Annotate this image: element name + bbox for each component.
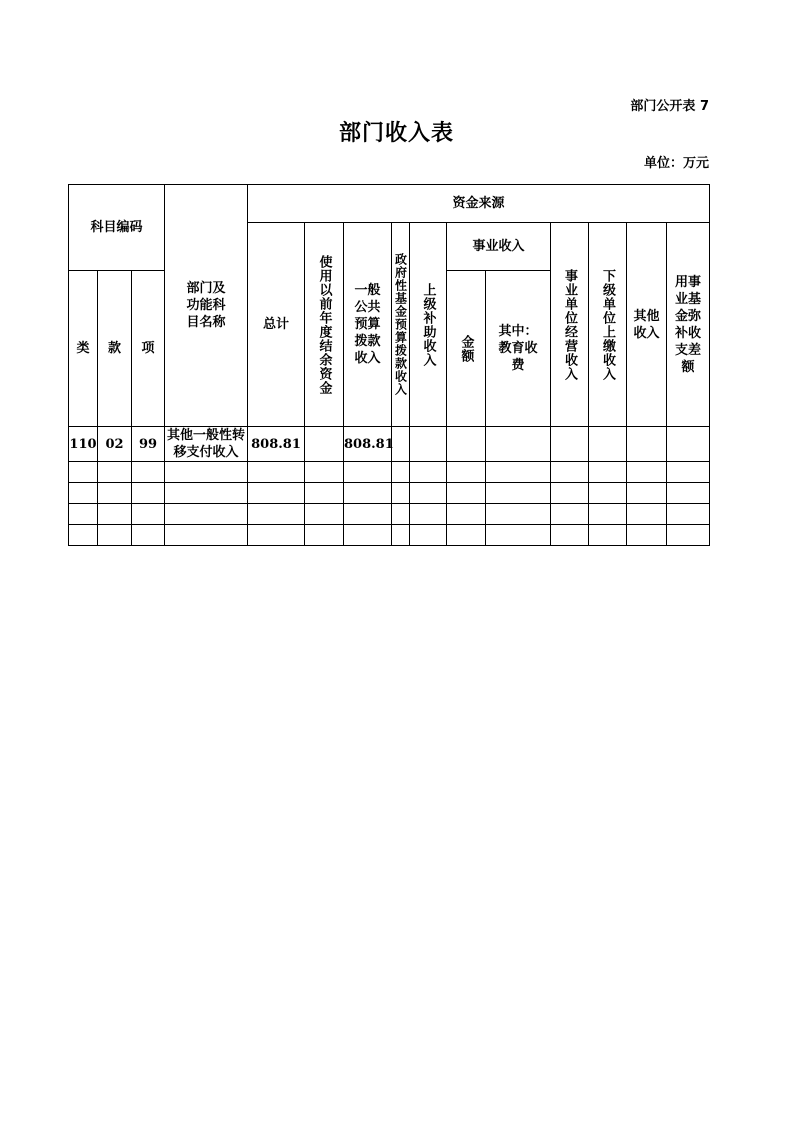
- cell-operating: [551, 427, 589, 462]
- cell-subordinate: [589, 427, 627, 462]
- cell-other: [627, 462, 667, 483]
- cell-prior-balance: [305, 525, 344, 546]
- cell-education-fee: [486, 504, 551, 525]
- cell-name: [165, 525, 248, 546]
- cell-gov-fund: [392, 504, 410, 525]
- header-total: 总计: [248, 223, 305, 427]
- cell-gov-fund: [392, 462, 410, 483]
- cell-item: [132, 483, 165, 504]
- cell-education-fee: [486, 462, 551, 483]
- cell-subsidy: [410, 504, 447, 525]
- cell-subordinate: [589, 525, 627, 546]
- cell-item: 99: [132, 427, 165, 462]
- cell-class: [69, 483, 98, 504]
- cell-amount: [447, 427, 486, 462]
- cell-education-fee: [486, 525, 551, 546]
- cell-name: [165, 504, 248, 525]
- cell-fund-supplement: [667, 483, 710, 504]
- page-title: 部门收入表: [338, 121, 454, 146]
- cell-education-fee: [486, 427, 551, 462]
- header-general-budget: 一般公共预算拨款收入: [344, 223, 392, 427]
- cell-name: 其他一般性转移支付收入: [165, 427, 248, 462]
- cell-total: 808.81: [248, 427, 305, 462]
- cell-class: 110: [69, 427, 98, 462]
- header-prior-balance: 使用以前年度结余资金: [305, 223, 344, 427]
- header-dept-name: 部门及功能科目名称: [165, 185, 248, 427]
- cell-other: [627, 483, 667, 504]
- cell-section: [98, 483, 132, 504]
- header-fund-supplement: 用事业基金弥补收支差额: [667, 223, 710, 427]
- cell-class: [69, 525, 98, 546]
- table-row: [69, 525, 710, 546]
- header-other: 其他收入: [627, 223, 667, 427]
- header-business-income: 事业收入: [447, 223, 551, 271]
- header-subordinate: 下级单位上缴收入: [589, 223, 627, 427]
- cell-fund-supplement: [667, 462, 710, 483]
- header-section: 款: [98, 271, 132, 427]
- cell-section: [98, 525, 132, 546]
- header-subsidy: 上级补助收入: [410, 223, 447, 427]
- header-gov-fund: 政府性基金预算拨款收入: [392, 223, 410, 427]
- cell-name: [165, 483, 248, 504]
- cell-general-budget: [344, 462, 392, 483]
- cell-subordinate: [589, 504, 627, 525]
- header-item: 项: [132, 271, 165, 427]
- cell-operating: [551, 462, 589, 483]
- cell-amount: [447, 462, 486, 483]
- cell-amount: [447, 483, 486, 504]
- cell-gov-fund: [392, 525, 410, 546]
- header-operating: 事业单位经营收入: [551, 223, 589, 427]
- cell-other: [627, 427, 667, 462]
- cell-item: [132, 462, 165, 483]
- cell-other: [627, 525, 667, 546]
- cell-general-budget: [344, 504, 392, 525]
- cell-subsidy: [410, 462, 447, 483]
- cell-gov-fund: [392, 427, 410, 462]
- cell-subsidy: [410, 483, 447, 504]
- cell-item: [132, 504, 165, 525]
- cell-fund-supplement: [667, 525, 710, 546]
- header-fund-source: 资金来源: [248, 185, 710, 223]
- cell-total: [248, 504, 305, 525]
- table-row: [69, 462, 710, 483]
- cell-fund-supplement: [667, 427, 710, 462]
- cell-total: [248, 462, 305, 483]
- cell-class: [69, 462, 98, 483]
- cell-subsidy: [410, 525, 447, 546]
- cell-class: [69, 504, 98, 525]
- unit-label: 单位：万元: [643, 156, 709, 171]
- cell-operating: [551, 483, 589, 504]
- cell-subordinate: [589, 483, 627, 504]
- cell-section: [98, 504, 132, 525]
- cell-prior-balance: [305, 462, 344, 483]
- income-table: [68, 184, 710, 546]
- table-row: [69, 504, 710, 525]
- header-class: 类: [69, 271, 98, 427]
- cell-item: [132, 525, 165, 546]
- cell-gov-fund: [392, 483, 410, 504]
- header-education-fee: 其中：教育收费: [486, 271, 551, 427]
- cell-prior-balance: [305, 427, 344, 462]
- cell-operating: [551, 504, 589, 525]
- cell-operating: [551, 525, 589, 546]
- cell-name: [165, 462, 248, 483]
- cell-total: [248, 525, 305, 546]
- cell-total: [248, 483, 305, 504]
- cell-section: [98, 462, 132, 483]
- cell-fund-supplement: [667, 504, 710, 525]
- form-number: 部门公开表 7: [630, 99, 709, 114]
- cell-general-budget: [344, 483, 392, 504]
- cell-general-budget: 808.81: [344, 427, 392, 462]
- cell-general-budget: [344, 525, 392, 546]
- cell-amount: [447, 504, 486, 525]
- cell-prior-balance: [305, 483, 344, 504]
- cell-other: [627, 504, 667, 525]
- cell-section: 02: [98, 427, 132, 462]
- table-body: [69, 427, 710, 546]
- table-row: [69, 483, 710, 504]
- header-subject-code: 科目编码: [69, 185, 165, 271]
- table-row: [69, 427, 710, 462]
- header-amount: 金额: [447, 271, 486, 427]
- cell-subsidy: [410, 427, 447, 462]
- cell-education-fee: [486, 483, 551, 504]
- cell-amount: [447, 525, 486, 546]
- cell-prior-balance: [305, 504, 344, 525]
- cell-subordinate: [589, 462, 627, 483]
